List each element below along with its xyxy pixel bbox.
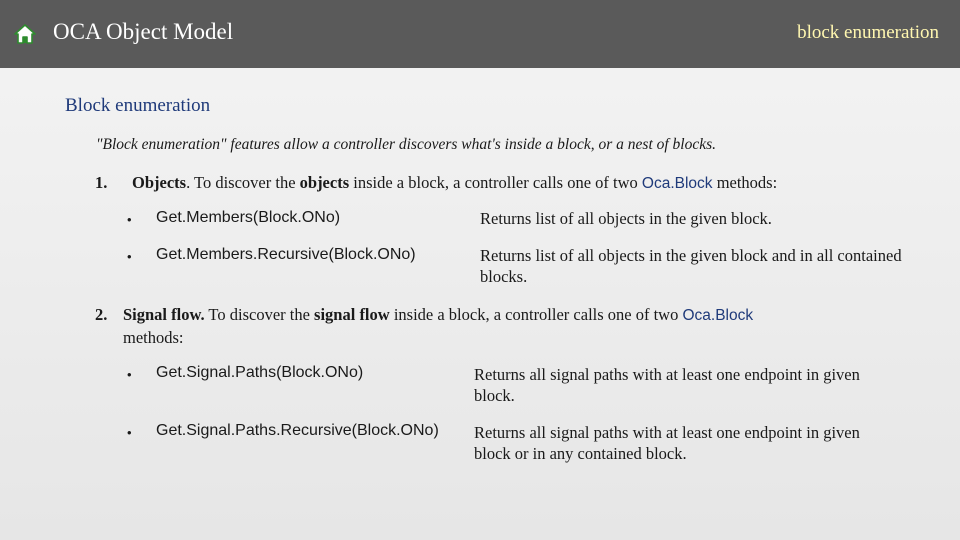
section-2-class-name: Oca.Block: [682, 307, 754, 324]
method-name: Get.Members(Block.ONo): [156, 209, 341, 226]
home-icon[interactable]: [14, 24, 36, 44]
section-1-text-after: inside a block, a controller calls one of two: [349, 173, 642, 192]
section-2-text: [123, 304, 913, 349]
section-2-text-end: methods:: [123, 328, 184, 347]
bullet-icon: •: [127, 367, 132, 382]
method-description: Returns all signal paths with at least one endpoint in given block.: [474, 365, 860, 405]
bullet-icon: •: [127, 212, 132, 227]
section-1-number: 1.: [95, 173, 108, 192]
section-1-class-name: Oca.Block: [641, 175, 713, 192]
method-name: Get.Members.Recursive(Block.ONo): [156, 246, 416, 263]
bullet-icon: •: [127, 249, 132, 264]
section-2-title: Signal flow.: [123, 305, 205, 324]
page-heading: Block enumeration: [65, 95, 211, 116]
header-title: OCA Object Model: [53, 19, 234, 44]
section-2-text-after: inside a block, a controller calls one of two: [389, 305, 683, 324]
section-1-text-end: methods:: [712, 173, 778, 192]
intro-text: "Block enumeration" features allow a controller discovers what's inside a block, or a nest of blocks.: [96, 136, 717, 153]
method-description: Returns list of all objects in the given block.: [480, 209, 772, 228]
section-2-number: 2.: [95, 305, 108, 324]
section-1-title: Objects: [132, 173, 187, 192]
section-1-text-before: . To discover the: [186, 173, 300, 192]
section-2-text-before: To discover the: [204, 305, 315, 324]
method-name: Get.Signal.Paths.Recursive(Block.ONo): [156, 422, 439, 439]
method-description: Returns all signal paths with at least one endpoint in given block or in any contained block.: [474, 423, 860, 463]
method-name: Get.Signal.Paths(Block.ONo): [156, 364, 364, 381]
section-2-bold-word: signal flow: [314, 305, 390, 324]
section-1-bold-word: objects: [299, 173, 350, 192]
header-section-label: block enumeration: [797, 22, 939, 43]
section-1-text: [132, 172, 777, 195]
method-description: Returns list of all objects in the given block and in all contained blocks.: [480, 246, 902, 286]
header-bar: [0, 0, 960, 68]
bullet-icon: •: [127, 425, 132, 440]
